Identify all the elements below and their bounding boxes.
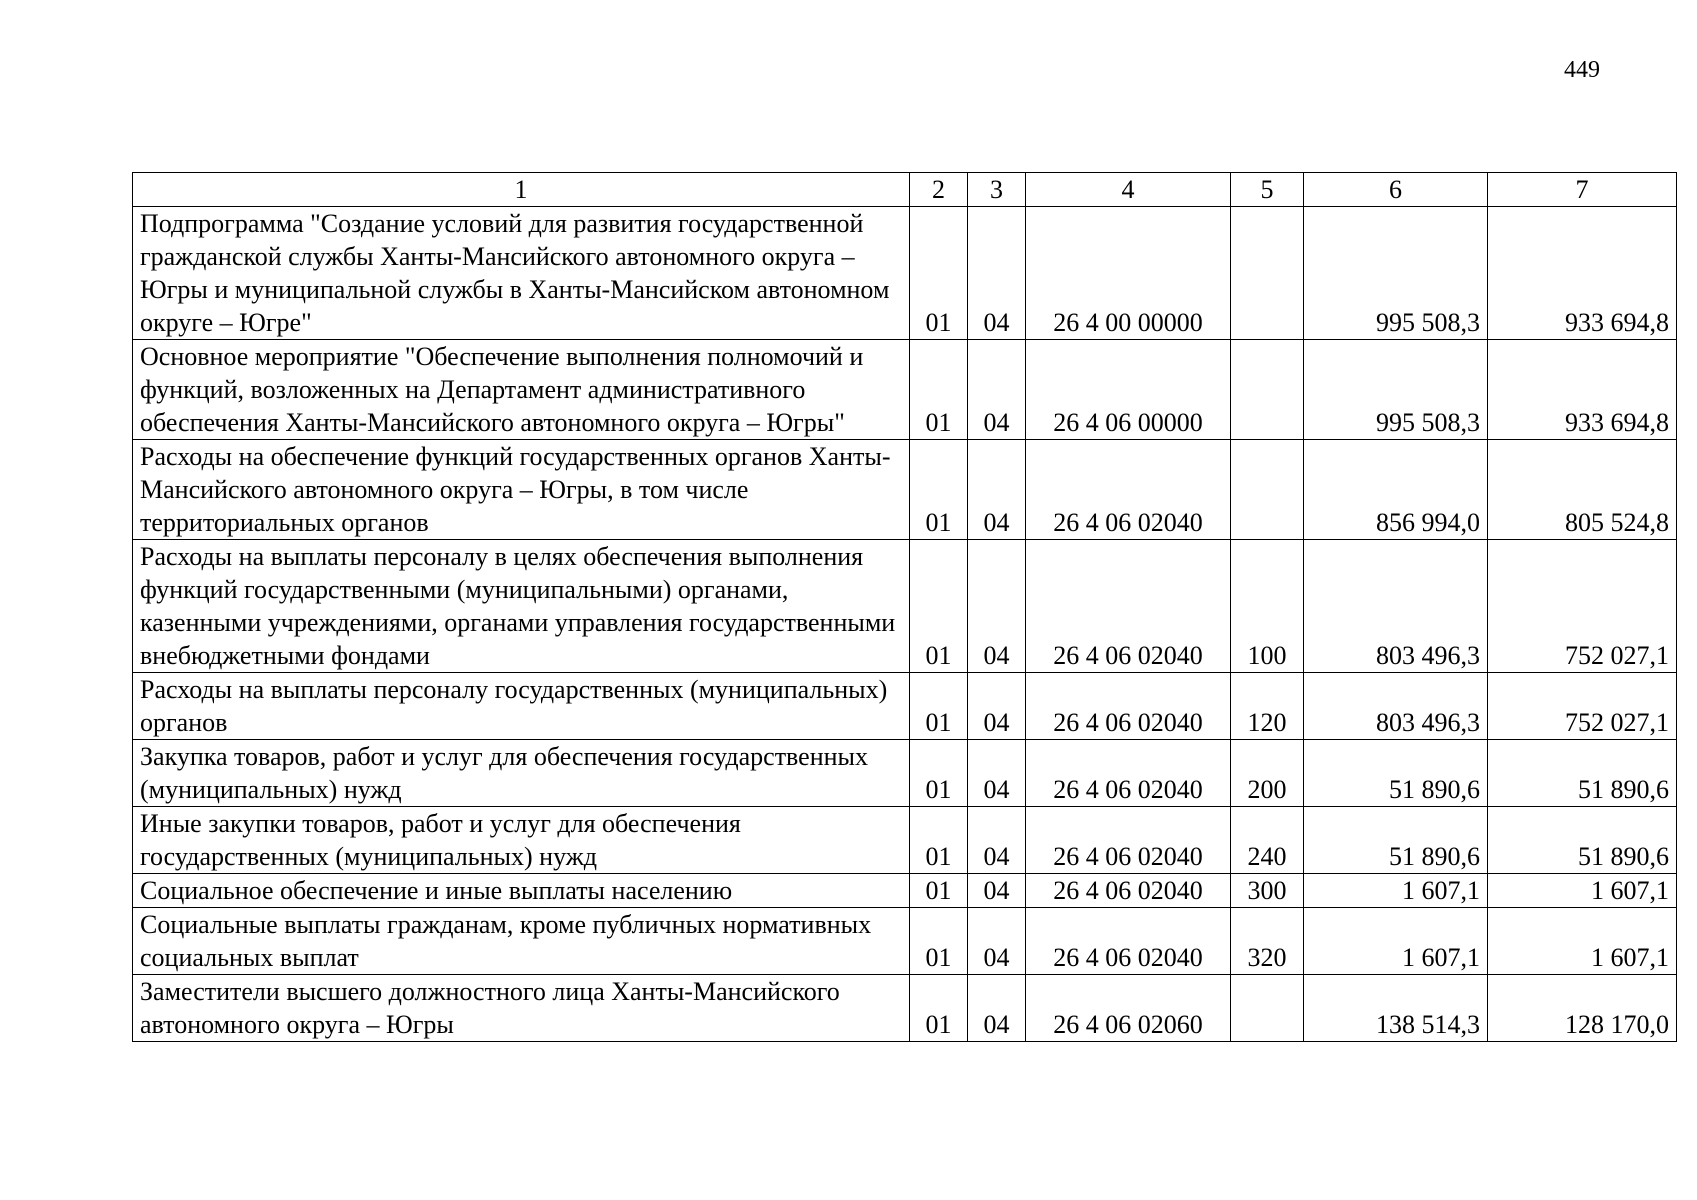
table-row xyxy=(133,975,1677,1042)
row-amount-1: 138 514,3 xyxy=(1304,975,1488,1042)
table-row xyxy=(133,340,1677,440)
row-amount-2: 51 890,6 xyxy=(1488,740,1677,807)
row-name: Социальные выплаты гражданам, кроме публичных нормативных социальных выплат xyxy=(133,908,910,975)
row-target-article: 26 4 06 00000 xyxy=(1026,340,1231,440)
table-row xyxy=(133,673,1677,740)
row-amount-1: 1 607,1 xyxy=(1304,874,1488,908)
row-amount-2: 1 607,1 xyxy=(1488,908,1677,975)
row-section: 01 xyxy=(910,207,968,340)
row-amount-2: 128 170,0 xyxy=(1488,975,1677,1042)
row-amount-1: 51 890,6 xyxy=(1304,740,1488,807)
row-target-article: 26 4 06 02040 xyxy=(1026,908,1231,975)
column-header-3: 3 xyxy=(968,173,1026,207)
column-header-2: 2 xyxy=(910,173,968,207)
row-amount-1: 51 890,6 xyxy=(1304,807,1488,874)
row-amount-1: 803 496,3 xyxy=(1304,540,1488,673)
row-expense-type xyxy=(1231,207,1304,340)
row-section: 01 xyxy=(910,673,968,740)
row-subsection: 04 xyxy=(968,807,1026,874)
page-number: 449 xyxy=(1564,57,1600,83)
row-target-article: 26 4 00 00000 xyxy=(1026,207,1231,340)
row-section: 01 xyxy=(910,540,968,673)
row-name: Иные закупки товаров, работ и услуг для обеспечения государственных (муниципальных) нужд xyxy=(133,807,910,874)
table-row xyxy=(133,874,1677,908)
row-subsection: 04 xyxy=(968,874,1026,908)
row-subsection: 04 xyxy=(968,740,1026,807)
row-expense-type: 100 xyxy=(1231,540,1304,673)
row-amount-2: 752 027,1 xyxy=(1488,673,1677,740)
row-subsection: 04 xyxy=(968,540,1026,673)
row-subsection: 04 xyxy=(968,207,1026,340)
row-name: Подпрограмма "Создание условий для развития государственной гражданской службы Ханты-Мансийского автономного округа – Югры и муниципальной службы в Ханты-Мансийском автономном округе – Югре" xyxy=(133,207,910,340)
row-section: 01 xyxy=(910,874,968,908)
row-section: 01 xyxy=(910,975,968,1042)
row-amount-1: 803 496,3 xyxy=(1304,673,1488,740)
column-header-1: 1 xyxy=(133,173,910,207)
row-amount-2: 51 890,6 xyxy=(1488,807,1677,874)
row-amount-2: 752 027,1 xyxy=(1488,540,1677,673)
row-expense-type: 240 xyxy=(1231,807,1304,874)
row-name: Расходы на выплаты персоналу государственных (муниципальных) органов xyxy=(133,673,910,740)
row-expense-type xyxy=(1231,440,1304,540)
row-amount-1: 1 607,1 xyxy=(1304,908,1488,975)
row-target-article: 26 4 06 02040 xyxy=(1026,440,1231,540)
table-body xyxy=(133,207,1677,1042)
row-target-article: 26 4 06 02060 xyxy=(1026,975,1231,1042)
row-target-article: 26 4 06 02040 xyxy=(1026,673,1231,740)
row-expense-type xyxy=(1231,340,1304,440)
row-expense-type xyxy=(1231,975,1304,1042)
row-amount-2: 1 607,1 xyxy=(1488,874,1677,908)
row-name: Расходы на выплаты персоналу в целях обеспечения выполнения функций государственными (муниципальными) органами, казенными учреждениями, органами управления государственными внебюджетными фондами xyxy=(133,540,910,673)
table-header xyxy=(133,173,1677,207)
row-expense-type: 120 xyxy=(1231,673,1304,740)
row-expense-type: 200 xyxy=(1231,740,1304,807)
table-row xyxy=(133,807,1677,874)
row-section: 01 xyxy=(910,440,968,540)
row-subsection: 04 xyxy=(968,908,1026,975)
row-name: Закупка товаров, работ и услуг для обеспечения государственных (муниципальных) нужд xyxy=(133,740,910,807)
row-expense-type: 320 xyxy=(1231,908,1304,975)
table-row xyxy=(133,740,1677,807)
table-row xyxy=(133,207,1677,340)
table-row xyxy=(133,440,1677,540)
row-subsection: 04 xyxy=(968,673,1026,740)
row-amount-1: 995 508,3 xyxy=(1304,340,1488,440)
row-amount-1: 856 994,0 xyxy=(1304,440,1488,540)
row-amount-2: 805 524,8 xyxy=(1488,440,1677,540)
column-header-6: 6 xyxy=(1304,173,1488,207)
column-header-7: 7 xyxy=(1488,173,1677,207)
row-name: Социальное обеспечение и иные выплаты населению xyxy=(133,874,910,908)
column-header-4: 4 xyxy=(1026,173,1231,207)
row-amount-1: 995 508,3 xyxy=(1304,207,1488,340)
budget-table xyxy=(132,172,1677,1042)
column-header-5: 5 xyxy=(1231,173,1304,207)
row-section: 01 xyxy=(910,340,968,440)
row-target-article: 26 4 06 02040 xyxy=(1026,740,1231,807)
row-subsection: 04 xyxy=(968,975,1026,1042)
table-row xyxy=(133,908,1677,975)
row-name: Расходы на обеспечение функций государственных органов Ханты-Мансийского автономного округа – Югры, в том числе территориальных органов xyxy=(133,440,910,540)
row-expense-type: 300 xyxy=(1231,874,1304,908)
row-subsection: 04 xyxy=(968,340,1026,440)
row-target-article: 26 4 06 02040 xyxy=(1026,874,1231,908)
header-row xyxy=(133,173,1677,207)
row-section: 01 xyxy=(910,908,968,975)
row-section: 01 xyxy=(910,740,968,807)
row-name: Основное мероприятие "Обеспечение выполнения полномочий и функций, возложенных на Департамент административного обеспечения Ханты-Мансийского автономного округа – Югры" xyxy=(133,340,910,440)
row-target-article: 26 4 06 02040 xyxy=(1026,807,1231,874)
row-amount-2: 933 694,8 xyxy=(1488,340,1677,440)
row-name: Заместители высшего должностного лица Ханты-Мансийского автономного округа – Югры xyxy=(133,975,910,1042)
row-section: 01 xyxy=(910,807,968,874)
row-subsection: 04 xyxy=(968,440,1026,540)
row-amount-2: 933 694,8 xyxy=(1488,207,1677,340)
table-row xyxy=(133,540,1677,673)
row-target-article: 26 4 06 02040 xyxy=(1026,540,1231,673)
